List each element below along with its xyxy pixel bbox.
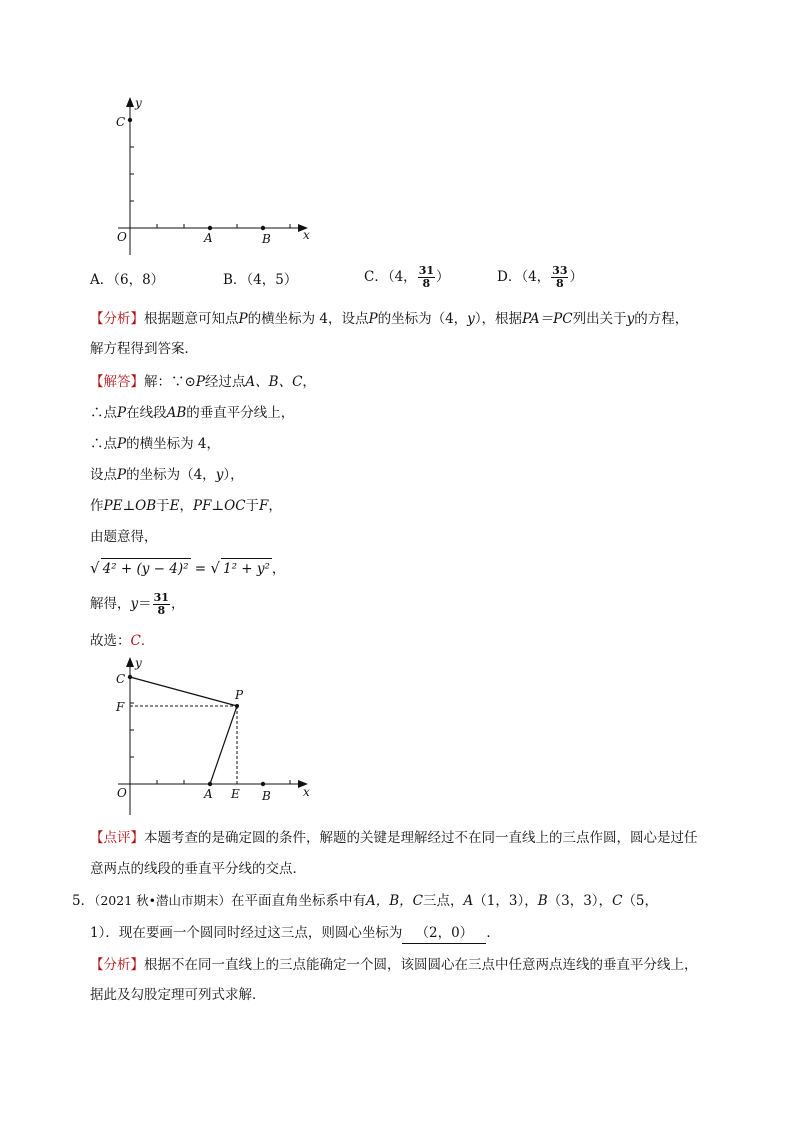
solution-line-7	[90, 558, 285, 579]
label-x: x	[303, 785, 310, 799]
option-a	[90, 270, 164, 290]
text: 的横坐标为 4，设点	[247, 311, 369, 327]
text: 根据不在同一直线上的三点能确定一个圆，该圆圆心在三点中任意两点连线的垂直平分线上，	[144, 957, 698, 973]
text: ，	[170, 596, 185, 612]
label-e: E	[231, 787, 240, 801]
text: ，	[268, 498, 282, 514]
text: ．	[140, 633, 155, 649]
var-p: P	[117, 467, 127, 483]
point-b	[261, 782, 265, 786]
option-a-letter: A．	[90, 272, 114, 288]
option-c-fraction	[418, 265, 435, 290]
sqrt-sign-icon: √	[90, 559, 100, 577]
option-c	[364, 265, 450, 290]
var-e: E	[169, 498, 180, 514]
var-p: P	[195, 374, 205, 390]
solution-line-1	[90, 372, 316, 392]
analysis-1-line-1	[90, 309, 688, 329]
option-a-text: （6，8）	[113, 272, 165, 288]
question-number: 5．	[72, 893, 95, 909]
option-b-text: （4，5）	[246, 272, 298, 288]
text: ，	[271, 561, 286, 577]
option-b-letter: B．	[223, 272, 247, 288]
option-d	[497, 265, 583, 290]
var-a: A	[463, 893, 474, 909]
solution-line-3	[90, 434, 220, 454]
option-c-den: 8	[422, 277, 431, 290]
text: 的坐标为（4，	[126, 467, 216, 483]
text: 设点	[90, 467, 117, 483]
text: 于	[156, 498, 170, 514]
text: 列出关于	[572, 311, 627, 327]
sqrt-left: 4² + (y − 4)²	[101, 558, 191, 579]
option-c-post: ）	[436, 269, 450, 285]
text: 故选：	[90, 633, 131, 649]
var-f: F	[259, 498, 269, 514]
var-p: P	[368, 311, 378, 327]
equals: =	[190, 561, 211, 577]
point-c	[128, 675, 132, 679]
pe-perp-ob: PE⊥OB	[103, 498, 157, 514]
comment-line-1	[90, 828, 698, 848]
answer-c: C	[130, 633, 141, 649]
option-d-pre: （4，	[521, 269, 551, 285]
label-b: B	[262, 232, 271, 246]
label-p: P	[235, 688, 244, 702]
sqrt-right: 1² + y²	[221, 558, 272, 579]
analysis-1-tag: 【分析】	[90, 311, 144, 327]
segment-cp	[130, 677, 237, 706]
var-y: y	[130, 596, 139, 612]
label-c: C	[116, 115, 126, 129]
option-d-den: 8	[556, 277, 564, 290]
coord-b: （3，3），	[547, 893, 613, 909]
option-d-fraction	[551, 265, 568, 290]
text: 解：∵⊙	[144, 374, 196, 390]
label-y: y	[135, 96, 142, 110]
coordinate-figure-1	[100, 95, 320, 260]
text: 在平面直角坐标系中有	[231, 893, 367, 909]
option-d-post: ）	[569, 269, 583, 285]
point-a	[208, 226, 212, 230]
coord-a: （1，3），	[473, 893, 538, 909]
solution-line-4	[90, 465, 244, 485]
label-x: x	[303, 228, 310, 242]
analysis-2-tag: 【分析】	[90, 957, 144, 973]
text: ．	[486, 925, 500, 941]
var-y: y	[626, 311, 635, 327]
option-c-num: 31	[418, 264, 434, 277]
text: 三点，	[423, 893, 464, 909]
comment-line-2: 意两点的线段的垂直平分线的交点．	[90, 861, 306, 877]
text: 作	[90, 498, 104, 514]
text: ），根据	[474, 311, 523, 327]
option-d-letter: D．	[497, 269, 522, 285]
var-y: y	[467, 311, 475, 327]
text: 根据题意可知点	[144, 311, 239, 327]
analysis-2-line-2: 据此及勾股定理可列式求解．	[90, 987, 266, 1003]
label-y: y	[135, 656, 142, 670]
equals: ＝	[138, 596, 152, 612]
point-b	[261, 226, 265, 230]
var-b: B	[537, 893, 548, 909]
option-c-letter: C．	[364, 269, 388, 285]
label-o: O	[117, 230, 127, 244]
answer-blank: （2，0）	[402, 923, 486, 944]
solution-line-6: 由题意得，	[90, 529, 158, 545]
text: 的坐标为（4，	[377, 311, 468, 327]
text: 的方程，	[634, 311, 689, 327]
label-a: A	[204, 787, 213, 801]
question-source: （2021 秋•潜山市期末）	[94, 893, 232, 908]
text: 解得，	[90, 596, 131, 612]
var-p: P	[117, 405, 127, 421]
analysis-1-line-2: 解方程得到答案．	[90, 341, 198, 357]
text: 的垂直平分线上，	[186, 405, 295, 421]
question-5-line-2	[90, 923, 500, 944]
label-b: B	[262, 789, 271, 803]
text: ∴点	[90, 405, 117, 421]
segment-ap	[210, 706, 237, 784]
equation-pa-pc: PA＝PC	[522, 311, 573, 327]
sqrt-sign-icon: √	[210, 559, 220, 577]
var-p: P	[117, 436, 127, 452]
option-b	[223, 270, 297, 290]
text: 于	[245, 498, 260, 514]
pf-perp-oc: PF⊥OC	[192, 498, 246, 514]
comment-tag: 【点评】	[90, 830, 144, 846]
var-y: y	[215, 467, 224, 483]
label-c: C	[116, 672, 126, 686]
solution-line-8	[90, 592, 184, 617]
point-a	[208, 782, 212, 786]
label-f: F	[116, 700, 125, 714]
points-abc: A、B、C	[245, 374, 303, 390]
option-c-pre: （4，	[387, 269, 417, 285]
text: ，	[302, 374, 316, 390]
text: 在线段	[126, 405, 167, 421]
question-5-line-1	[72, 891, 658, 911]
coord-c: （5，	[622, 893, 658, 909]
text: ，	[179, 498, 193, 514]
label-a: A	[204, 231, 213, 245]
point-p	[235, 704, 239, 708]
solution-line-5	[90, 496, 282, 516]
var-c: C	[612, 893, 623, 909]
solution-fraction	[153, 592, 170, 617]
var-p: P	[238, 311, 248, 327]
points-abc: A，B，C	[366, 893, 424, 909]
solution-tag: 【解答】	[90, 374, 144, 390]
fraction-num: 31	[153, 591, 169, 604]
coordinate-figure-2	[100, 655, 320, 820]
y-axis-arrow	[126, 97, 134, 107]
text: 本题考查的是确定圆的条件，解题的关键是理解经过不在同一直线上的三点作圆，圆心是过任	[144, 830, 698, 846]
text: ），	[223, 467, 244, 483]
y-axis-arrow	[126, 657, 134, 667]
point-c	[128, 118, 132, 122]
solution-line-2	[90, 403, 294, 423]
text: 的横坐标为 4，	[126, 436, 220, 452]
text: 1）．现在要画一个圆同时经过这三点，则圆心坐标为	[90, 925, 403, 941]
option-d-num: 33	[552, 264, 568, 277]
solution-line-9	[90, 631, 154, 651]
segment-ab: AB	[166, 405, 187, 421]
label-o: O	[117, 786, 127, 800]
analysis-2-line-1	[90, 955, 698, 975]
text: 经过点	[204, 374, 246, 390]
text: ∴点	[90, 436, 117, 452]
fraction-den: 8	[157, 604, 166, 617]
